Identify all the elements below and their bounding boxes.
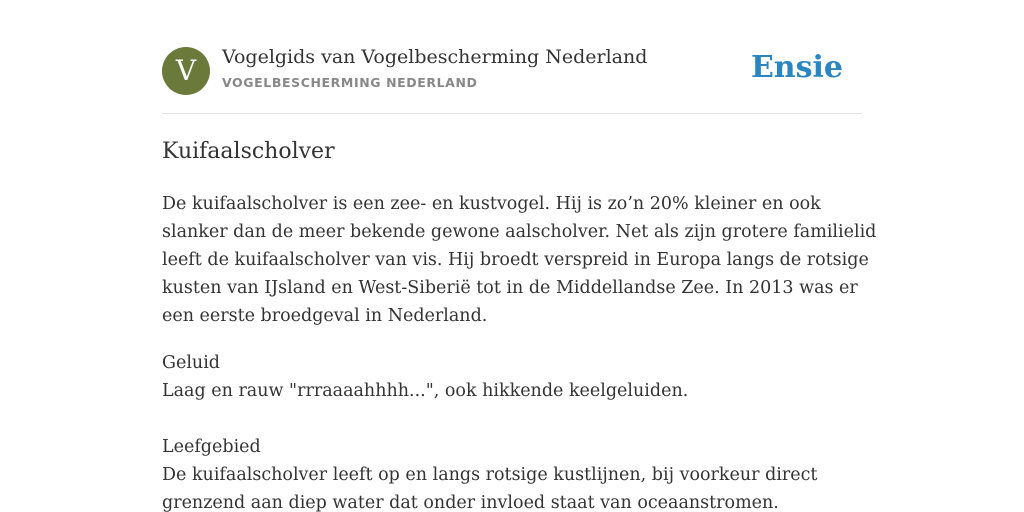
intro-line: kusten van IJsland en West-Siberië tot in de Middellandse Zee. In 2013 was er [162,278,858,298]
intro-line: slanker dan de meer bekende gewone aalscholver. Net als zijn grotere familielid [162,222,877,242]
source-title[interactable]: Vogelgids van Vogelbescherming Nederland [222,46,648,68]
page [162,0,877,512]
section-geluid [162,349,862,405]
intro-line: De kuifaalscholver is een zee- en kustvogel. Hij is zo’n 20% kleiner en ook [162,194,821,214]
intro-line: een eerste broedgeval in Nederland. [162,306,488,326]
section-heading: Leefgebied [162,437,261,457]
section-heading: Geluid [162,353,221,373]
source-subtitle[interactable]: VOGELBESCHERMING NEDERLAND [222,75,478,90]
article-title: Kuifaalscholver [162,139,335,164]
section-text: De kuifaalscholver leeft op en langs rotsige kustlijnen, bij voorkeur direct [162,465,818,485]
header [162,0,862,114]
section-text: grenzend aan diep water dat onder invloed staat van oceaanstromen. [162,493,779,512]
intro-paragraph [162,190,877,330]
avatar[interactable]: V [162,47,210,95]
section-text: Laag en rauw "rrraaaahhhh...", ook hikkende keelgeluiden. [162,381,689,401]
brand-logo[interactable]: Ensie [750,50,843,85]
section-leefgebied [162,433,862,512]
intro-line: leeft de kuifaalscholver van vis. Hij broedt verspreid in Europa langs de rotsige [162,250,869,270]
